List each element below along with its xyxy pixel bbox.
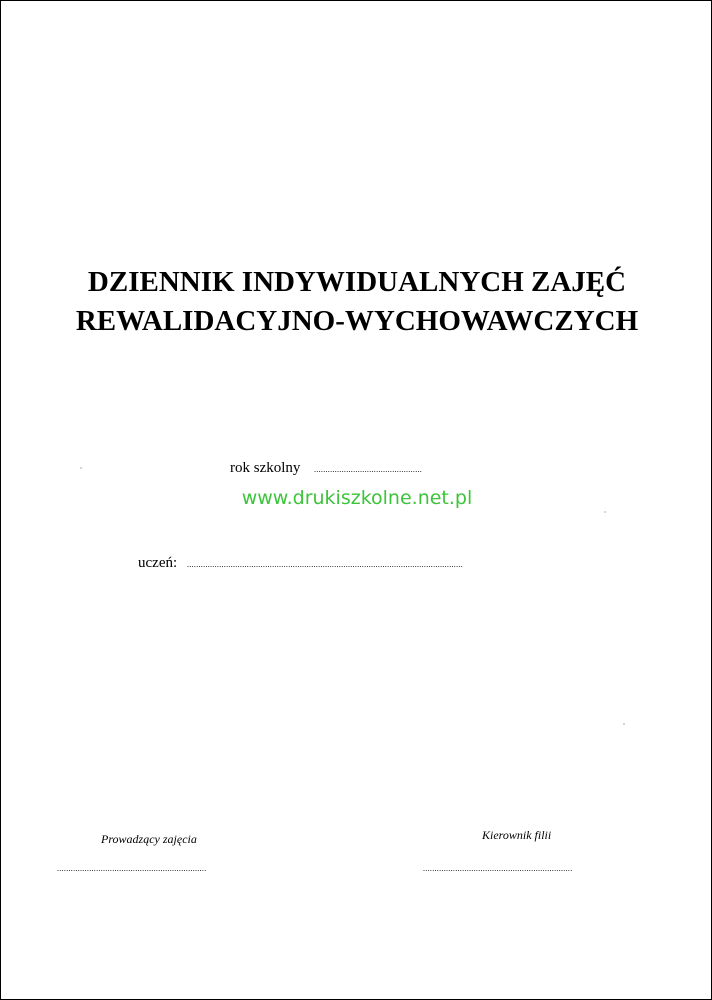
director-signature-label: Kierownik filii [482,828,552,842]
scan-speck [604,511,606,513]
scan-speck [623,723,625,725]
document-title-line-1: DZIENNIK INDYWIDUALNYCH ZAJĘĆ [87,266,627,298]
director-signature-line: ................................................................. [423,864,573,873]
school-year-label: rok szkolny [230,460,301,476]
document-title-line-2: REWALIDACYJNO-WYCHOWAWCZYCH [75,305,639,337]
teacher-signature-label: Prowadzący zajęcia [101,832,197,846]
student-fill-line: ........................................................................................................................ [187,560,463,569]
scan-speck [80,467,82,469]
student-label: uczeń: [138,555,178,571]
teacher-signature-line: ................................................................. [57,864,207,873]
school-year-fill-line: ............................................... [314,465,423,474]
watermark-url: www.drukiszkolne.net.pl [241,487,473,509]
